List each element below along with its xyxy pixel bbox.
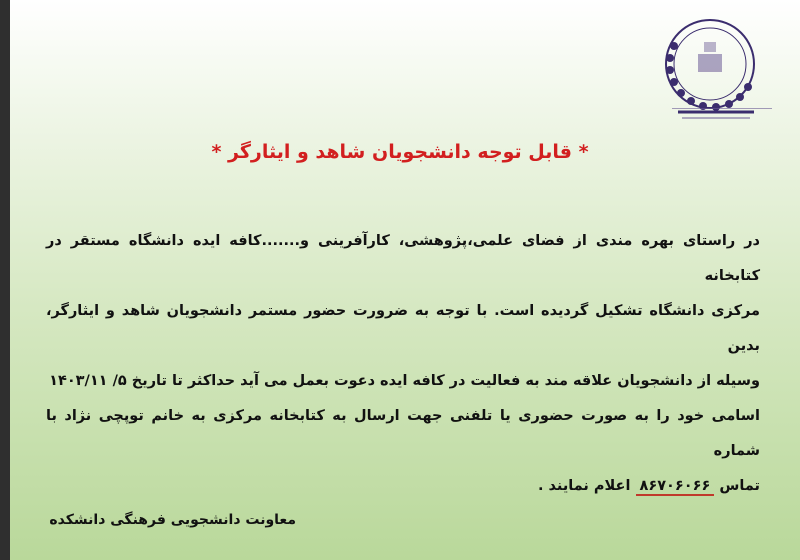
star-icon: * xyxy=(211,141,222,163)
title-text: قابل توجه دانشجویان شاهد و ایثارگر xyxy=(228,141,572,163)
left-edge-strip xyxy=(0,0,10,560)
star-icon: * xyxy=(578,141,589,163)
phone-number: ۸۶۷۰۶۰۶۶ xyxy=(636,478,715,496)
body-line: مرکزی دانشگاه تشکیل گردیده است. با توجه به ضرورت حضور مستمر دانشجویان شاهد و ایثارگر، بدین xyxy=(46,303,760,354)
announcement-title xyxy=(200,138,600,166)
announcement-body xyxy=(46,224,760,504)
contact-suffix: اعلام نمایند . xyxy=(537,478,631,494)
signature-footer: معاونت دانشجویی فرهنگی دانشکده xyxy=(49,512,296,528)
contact-prefix: تماس xyxy=(719,478,760,494)
body-line: در راستای بهره مندی از فضای علمی،پژوهشی، کارآفرینی و.......کافه ایده دانشگاه مستقر در کتابخانه xyxy=(46,233,760,284)
body-line: وسیله از دانشجویان علاقه مند به فعالیت در کافه ایده دعوت بعمل می آید حداکثر تا تاریخ ۵/ ۱۴۰۳/۱۱ xyxy=(49,373,760,389)
announcement-slide xyxy=(10,0,800,560)
body-line: اسامی خود را به صورت حضوری یا تلفنی جهت ارسال به کتابخانه مرکزی به خانم توپچی نژاد با شماره xyxy=(46,408,760,459)
logo-caption-line xyxy=(672,108,772,115)
body-line-contact xyxy=(46,469,760,504)
